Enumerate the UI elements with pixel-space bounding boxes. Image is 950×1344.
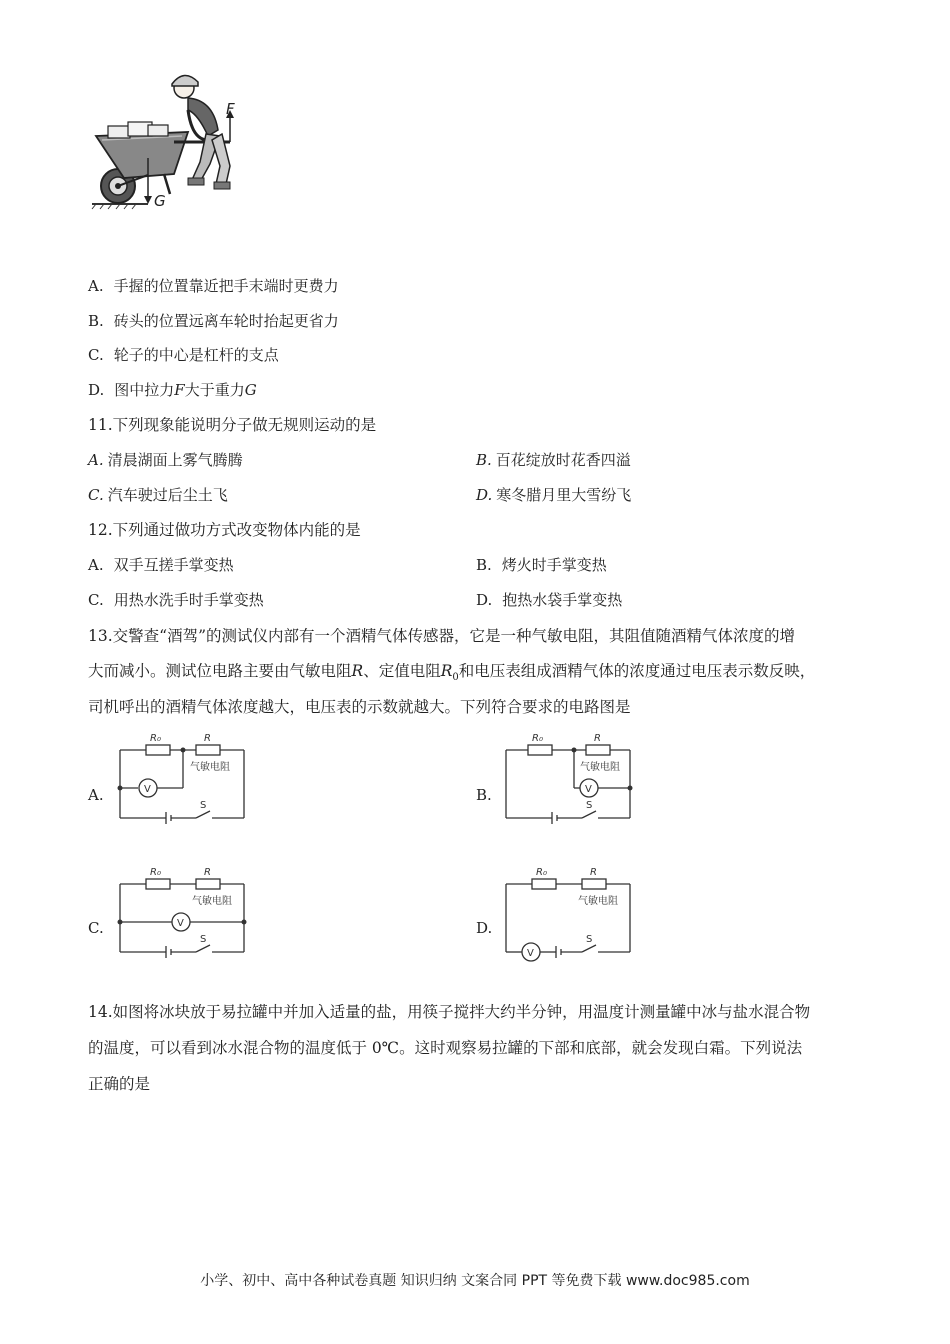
q11-option-a (88, 450, 243, 470)
option-text: 抱热水袋手掌变热 (502, 591, 623, 609)
voltmeter-label: V (144, 784, 151, 795)
option-letter: B. (476, 556, 492, 574)
option-text: 轮子的中心是杠杆的支点 (113, 346, 279, 364)
option-letter: B. (476, 451, 492, 469)
q14-stem-line2: 的温度，可以看到冰水混合物的温度低于 0℃。这时观察易拉罐的下部和底部，就会发现白霜。下列说法 (88, 1039, 803, 1057)
q10-option-b (88, 311, 339, 331)
r-label: R (204, 867, 211, 878)
voltmeter-label: V (177, 918, 184, 929)
option-text: 图中拉力 (114, 381, 175, 399)
circuit-diagram-d (494, 864, 644, 964)
circuit-option-d-label: D. (476, 919, 493, 937)
q13-stem-line1: 13.交警查“酒驾”的测试仪内部有一个酒精气体传感器，它是一种气敏电阻，其阻值随酒精气体浓度的增 (88, 627, 796, 645)
q12-option-d (476, 590, 622, 610)
q13-stem-line2 (88, 661, 815, 688)
variable-f: F (174, 381, 185, 399)
q10-option-a (88, 276, 339, 296)
circuit-option-a-label: A. (88, 786, 104, 804)
sensor-label: 气敏电阻 (578, 896, 618, 907)
q14-stem-line1: 14.如图将冰块放于易拉罐中并加入适量的盐，用筷子搅拌大约半分钟，用温度计测量罐中冰与盐水混合物 (88, 1003, 811, 1021)
q12-stem: 12.下列通过做功方式改变物体内能的是 (88, 521, 361, 539)
sensor-label: 气敏电阻 (580, 762, 620, 773)
subscript-zero: 0 (452, 672, 459, 684)
option-letter: C. (88, 591, 104, 609)
q13-stem-line3: 司机呼出的酒精气体浓度越大，电压表的示数就越大。下列符合要求的电路图是 (88, 698, 631, 716)
option-letter: B. (88, 312, 104, 330)
option-letter: A. (88, 556, 104, 574)
option-text: 寒冬腊月里大雪纷飞 (496, 486, 632, 504)
option-text: 汽车驶过后尘土飞 (107, 486, 228, 504)
q12-option-a (88, 555, 234, 575)
option-text: 手握的位置靠近把手末端时更费力 (113, 277, 339, 295)
gravity-g-label: G (154, 192, 166, 210)
r0-label: R₀ (536, 867, 547, 878)
circuit-option-b-label: B. (476, 786, 492, 804)
q10-option-c (88, 345, 279, 365)
variable-r: R (351, 662, 364, 680)
wheelbarrow-figure (88, 70, 248, 215)
r-label: R (594, 733, 601, 744)
switch-label: S (200, 934, 207, 945)
switch-label: S (200, 800, 207, 811)
option-text: 砖头的位置远离车轮时抬起更省力 (113, 312, 339, 330)
q11-option-c (88, 485, 228, 505)
q11-stem: 11.下列现象能说明分子做无规则运动的是 (88, 416, 377, 434)
variable-g: G (244, 381, 257, 399)
circuit-diagram-c (108, 864, 258, 964)
option-letter: C. (88, 486, 104, 504)
q10-option-d (88, 380, 257, 400)
switch-label: S (586, 934, 593, 945)
q14-stem-line3: 正确的是 (88, 1075, 151, 1093)
option-text: 大于重力 (184, 381, 245, 399)
option-text: 烤火时手掌变热 (501, 556, 607, 574)
option-letter: A. (88, 451, 104, 469)
q11-option-b (476, 450, 631, 470)
force-f-label: F (226, 100, 235, 118)
option-text: 百花绽放时花香四溢 (495, 451, 631, 469)
stem-text: 和电压表组成酒精气体的浓度通过电压表示数反映， (458, 662, 816, 680)
option-letter: D. (476, 486, 493, 504)
sensor-label: 气敏电阻 (192, 896, 232, 907)
option-letter: D. (476, 591, 493, 609)
option-text: 双手互搓手掌变热 (113, 556, 234, 574)
sensor-label: 气敏电阻 (190, 762, 230, 773)
option-text: 清晨湖面上雾气腾腾 (107, 451, 243, 469)
q11-option-d (476, 485, 631, 505)
option-letter: D. (88, 381, 105, 399)
stem-text: 、定值电阻 (363, 662, 441, 680)
option-letter: A. (88, 277, 104, 295)
circuit-diagram-a (108, 730, 258, 830)
option-letter: C. (88, 346, 104, 364)
circuit-option-c-label: C. (88, 919, 104, 937)
stem-text: 大而减小。测试位电路主要由气敏电阻 (88, 662, 352, 680)
q12-option-c (88, 590, 264, 610)
r-label: R (590, 867, 597, 878)
circuit-diagram-b (494, 730, 644, 830)
voltmeter-label: V (527, 948, 534, 959)
q12-option-b (476, 555, 607, 575)
r0-label: R₀ (150, 867, 161, 878)
variable-r0: R (440, 662, 453, 680)
r0-label: R₀ (150, 733, 161, 744)
r-label: R (204, 733, 211, 744)
option-text: 用热水洗手时手掌变热 (113, 591, 264, 609)
switch-label: S (586, 800, 593, 811)
r0-label: R₀ (532, 733, 543, 744)
page-footer: 小学、初中、高中各种试卷真题 知识归纳 文案合同 PPT 等免费下载 www.doc985.com (200, 1273, 750, 1289)
voltmeter-label: V (585, 784, 592, 795)
